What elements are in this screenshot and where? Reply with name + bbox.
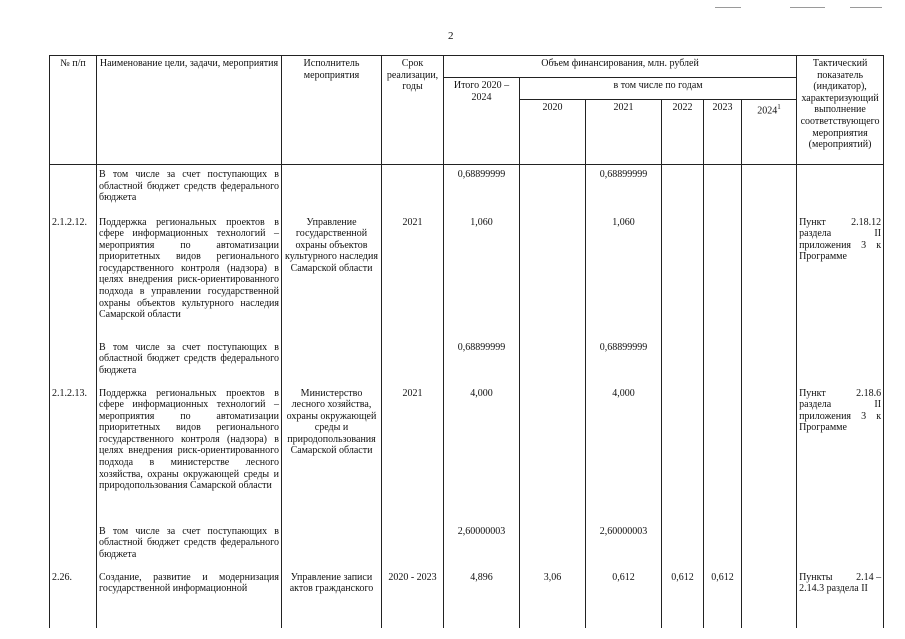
cell-2020 xyxy=(520,522,586,568)
cell-name: В том числе за счет поступающих в областной бюджет средств федерального бюджета xyxy=(97,165,282,213)
col-header-term: Срок реализации, годы xyxy=(382,56,444,165)
indicator-rest: раздела II приложения 3 к Программе xyxy=(799,399,882,434)
top-rule-2 xyxy=(790,7,825,8)
indicator-first-line xyxy=(799,217,881,229)
indicator-rest: раздела II приложения 3 к Программе xyxy=(799,228,882,263)
cell-indicator xyxy=(797,522,884,568)
page-number: 2 xyxy=(448,30,454,42)
cell-2020 xyxy=(520,213,586,338)
cell-total: 1,060 xyxy=(444,213,520,338)
cell-num xyxy=(50,522,97,568)
cell-2020 xyxy=(520,384,586,522)
cell-2023 xyxy=(704,522,742,568)
cell-2020 xyxy=(520,165,586,213)
cell-total: 0,68899999 xyxy=(444,165,520,213)
table-row xyxy=(50,165,884,213)
cell-2023 xyxy=(704,213,742,338)
cell-2021: 4,000 xyxy=(586,384,662,522)
cell-term xyxy=(382,338,444,384)
cell-executor: Управление государственной охраны объектов культурного наследия Самарской области xyxy=(282,213,382,338)
cell-indicator xyxy=(797,165,884,213)
cell-2023 xyxy=(704,384,742,522)
col-header-year-2021: 2021 xyxy=(586,100,662,165)
cell-total: 4,000 xyxy=(444,384,520,522)
footnote-mark: 1 xyxy=(777,103,781,111)
col-header-funding: Объем финансирования, млн. рублей xyxy=(444,56,797,78)
col-header-year-2024 xyxy=(742,100,797,165)
cell-2020 xyxy=(520,338,586,384)
top-rule-3 xyxy=(850,7,882,8)
col-header-indicator: Тактический показатель (индикатор), характеризующий выполнение соответствующего мероприятия (мероприятий) xyxy=(797,56,884,165)
indicator-word: Пункт xyxy=(799,216,826,228)
top-rule-1 xyxy=(715,7,741,8)
table-header xyxy=(50,56,884,165)
financing-table xyxy=(49,55,884,628)
cell-term xyxy=(382,165,444,213)
cell-2024 xyxy=(742,165,797,213)
cell-2022 xyxy=(662,338,704,384)
table-row xyxy=(50,338,884,384)
indicator-word: Пункты xyxy=(799,571,833,583)
cell-num xyxy=(50,165,97,213)
cell-name: В том числе за счет поступающих в областной бюджет средств федерального бюджета xyxy=(97,522,282,568)
cell-2023: 0,612 xyxy=(704,568,742,628)
cell-term: 2020 - 2023 xyxy=(382,568,444,628)
table-row xyxy=(50,213,884,338)
table-row xyxy=(50,522,884,568)
cell-num: 2.1.2.12. xyxy=(50,213,97,338)
cell-2024 xyxy=(742,213,797,338)
cell-indicator xyxy=(797,213,884,338)
col-header-year-2020: 2020 xyxy=(520,100,586,165)
cell-2023 xyxy=(704,338,742,384)
col-header-num: № п/п xyxy=(50,56,97,165)
indicator-word: Пункт xyxy=(799,387,826,399)
cell-total: 0,68899999 xyxy=(444,338,520,384)
cell-2022 xyxy=(662,384,704,522)
col-header-year-2023: 2023 xyxy=(704,100,742,165)
col-header-by-years: в том числе по годам xyxy=(520,78,797,100)
cell-name: Поддержка региональных проектов в сфере информационных технологий – мероприятия по автоматизации приоритетных видов регионального государственного контроля (надзора) в целях внедрения риск-ориентированного подхода в министерстве лесного хозяйства, охраны окружающей среды и природопользования Самарской области xyxy=(97,384,282,522)
col-header-total: Итого 2020 – 2024 xyxy=(444,78,520,165)
indicator-code: 2.18.12 xyxy=(851,216,882,228)
cell-term xyxy=(382,522,444,568)
cell-indicator xyxy=(797,568,884,628)
cell-name: В том числе за счет поступающих в областной бюджет средств федерального бюджета xyxy=(97,338,282,384)
cell-term: 2021 xyxy=(382,213,444,338)
cell-num xyxy=(50,338,97,384)
indicator-first-line xyxy=(799,388,881,400)
cell-2024 xyxy=(742,568,797,628)
indicator-rest: 2.14.3 раздела II xyxy=(799,583,868,595)
cell-2022 xyxy=(662,213,704,338)
col-header-name: Наименование цели, задачи, мероприятия xyxy=(97,56,282,165)
cell-term: 2021 xyxy=(382,384,444,522)
cell-executor xyxy=(282,165,382,213)
cell-2022 xyxy=(662,165,704,213)
cell-2021: 2,60000003 xyxy=(586,522,662,568)
cell-total: 2,60000003 xyxy=(444,522,520,568)
col-header-executor: Исполнитель мероприятия xyxy=(282,56,382,165)
cell-2022 xyxy=(662,522,704,568)
cell-2021: 0,612 xyxy=(586,568,662,628)
cell-executor xyxy=(282,338,382,384)
indicator-code: 2.14 – xyxy=(856,571,882,583)
cell-num: 2.1.2.13. xyxy=(50,384,97,522)
cell-total: 4,896 xyxy=(444,568,520,628)
indicator-code: 2.18.6 xyxy=(856,387,882,399)
col-header-year-2022: 2022 xyxy=(662,100,704,165)
cell-2021: 0,68899999 xyxy=(586,165,662,213)
table-body xyxy=(50,165,884,628)
year-2024-label: 2024 xyxy=(757,105,778,117)
cell-2024 xyxy=(742,338,797,384)
cell-name: Создание, развитие и модернизация государственной информационной xyxy=(97,568,282,628)
cell-2022: 0,612 xyxy=(662,568,704,628)
cell-2021: 1,060 xyxy=(586,213,662,338)
cell-name: Поддержка региональных проектов в сфере информационных технологий – мероприятия по автоматизации приоритетных видов регионального государственного контроля (надзора) в целях внедрения риск-ориентированного подхода в управлении государственной охраны объектов культурного наследия Самарской области xyxy=(97,213,282,338)
cell-num: 2.26. xyxy=(50,568,97,628)
table-row xyxy=(50,568,884,628)
cell-2021: 0,68899999 xyxy=(586,338,662,384)
cell-2020: 3,06 xyxy=(520,568,586,628)
table-row xyxy=(50,384,884,522)
cell-2023 xyxy=(704,165,742,213)
cell-2024 xyxy=(742,384,797,522)
cell-indicator xyxy=(797,384,884,522)
indicator-first-line xyxy=(799,572,881,584)
cell-2024 xyxy=(742,522,797,568)
cell-executor: Управление записи актов гражданского xyxy=(282,568,382,628)
cell-indicator xyxy=(797,338,884,384)
cell-executor: Министерство лесного хозяйства, охраны окружающей среды и природопользования Самарской области xyxy=(282,384,382,522)
cell-executor xyxy=(282,522,382,568)
